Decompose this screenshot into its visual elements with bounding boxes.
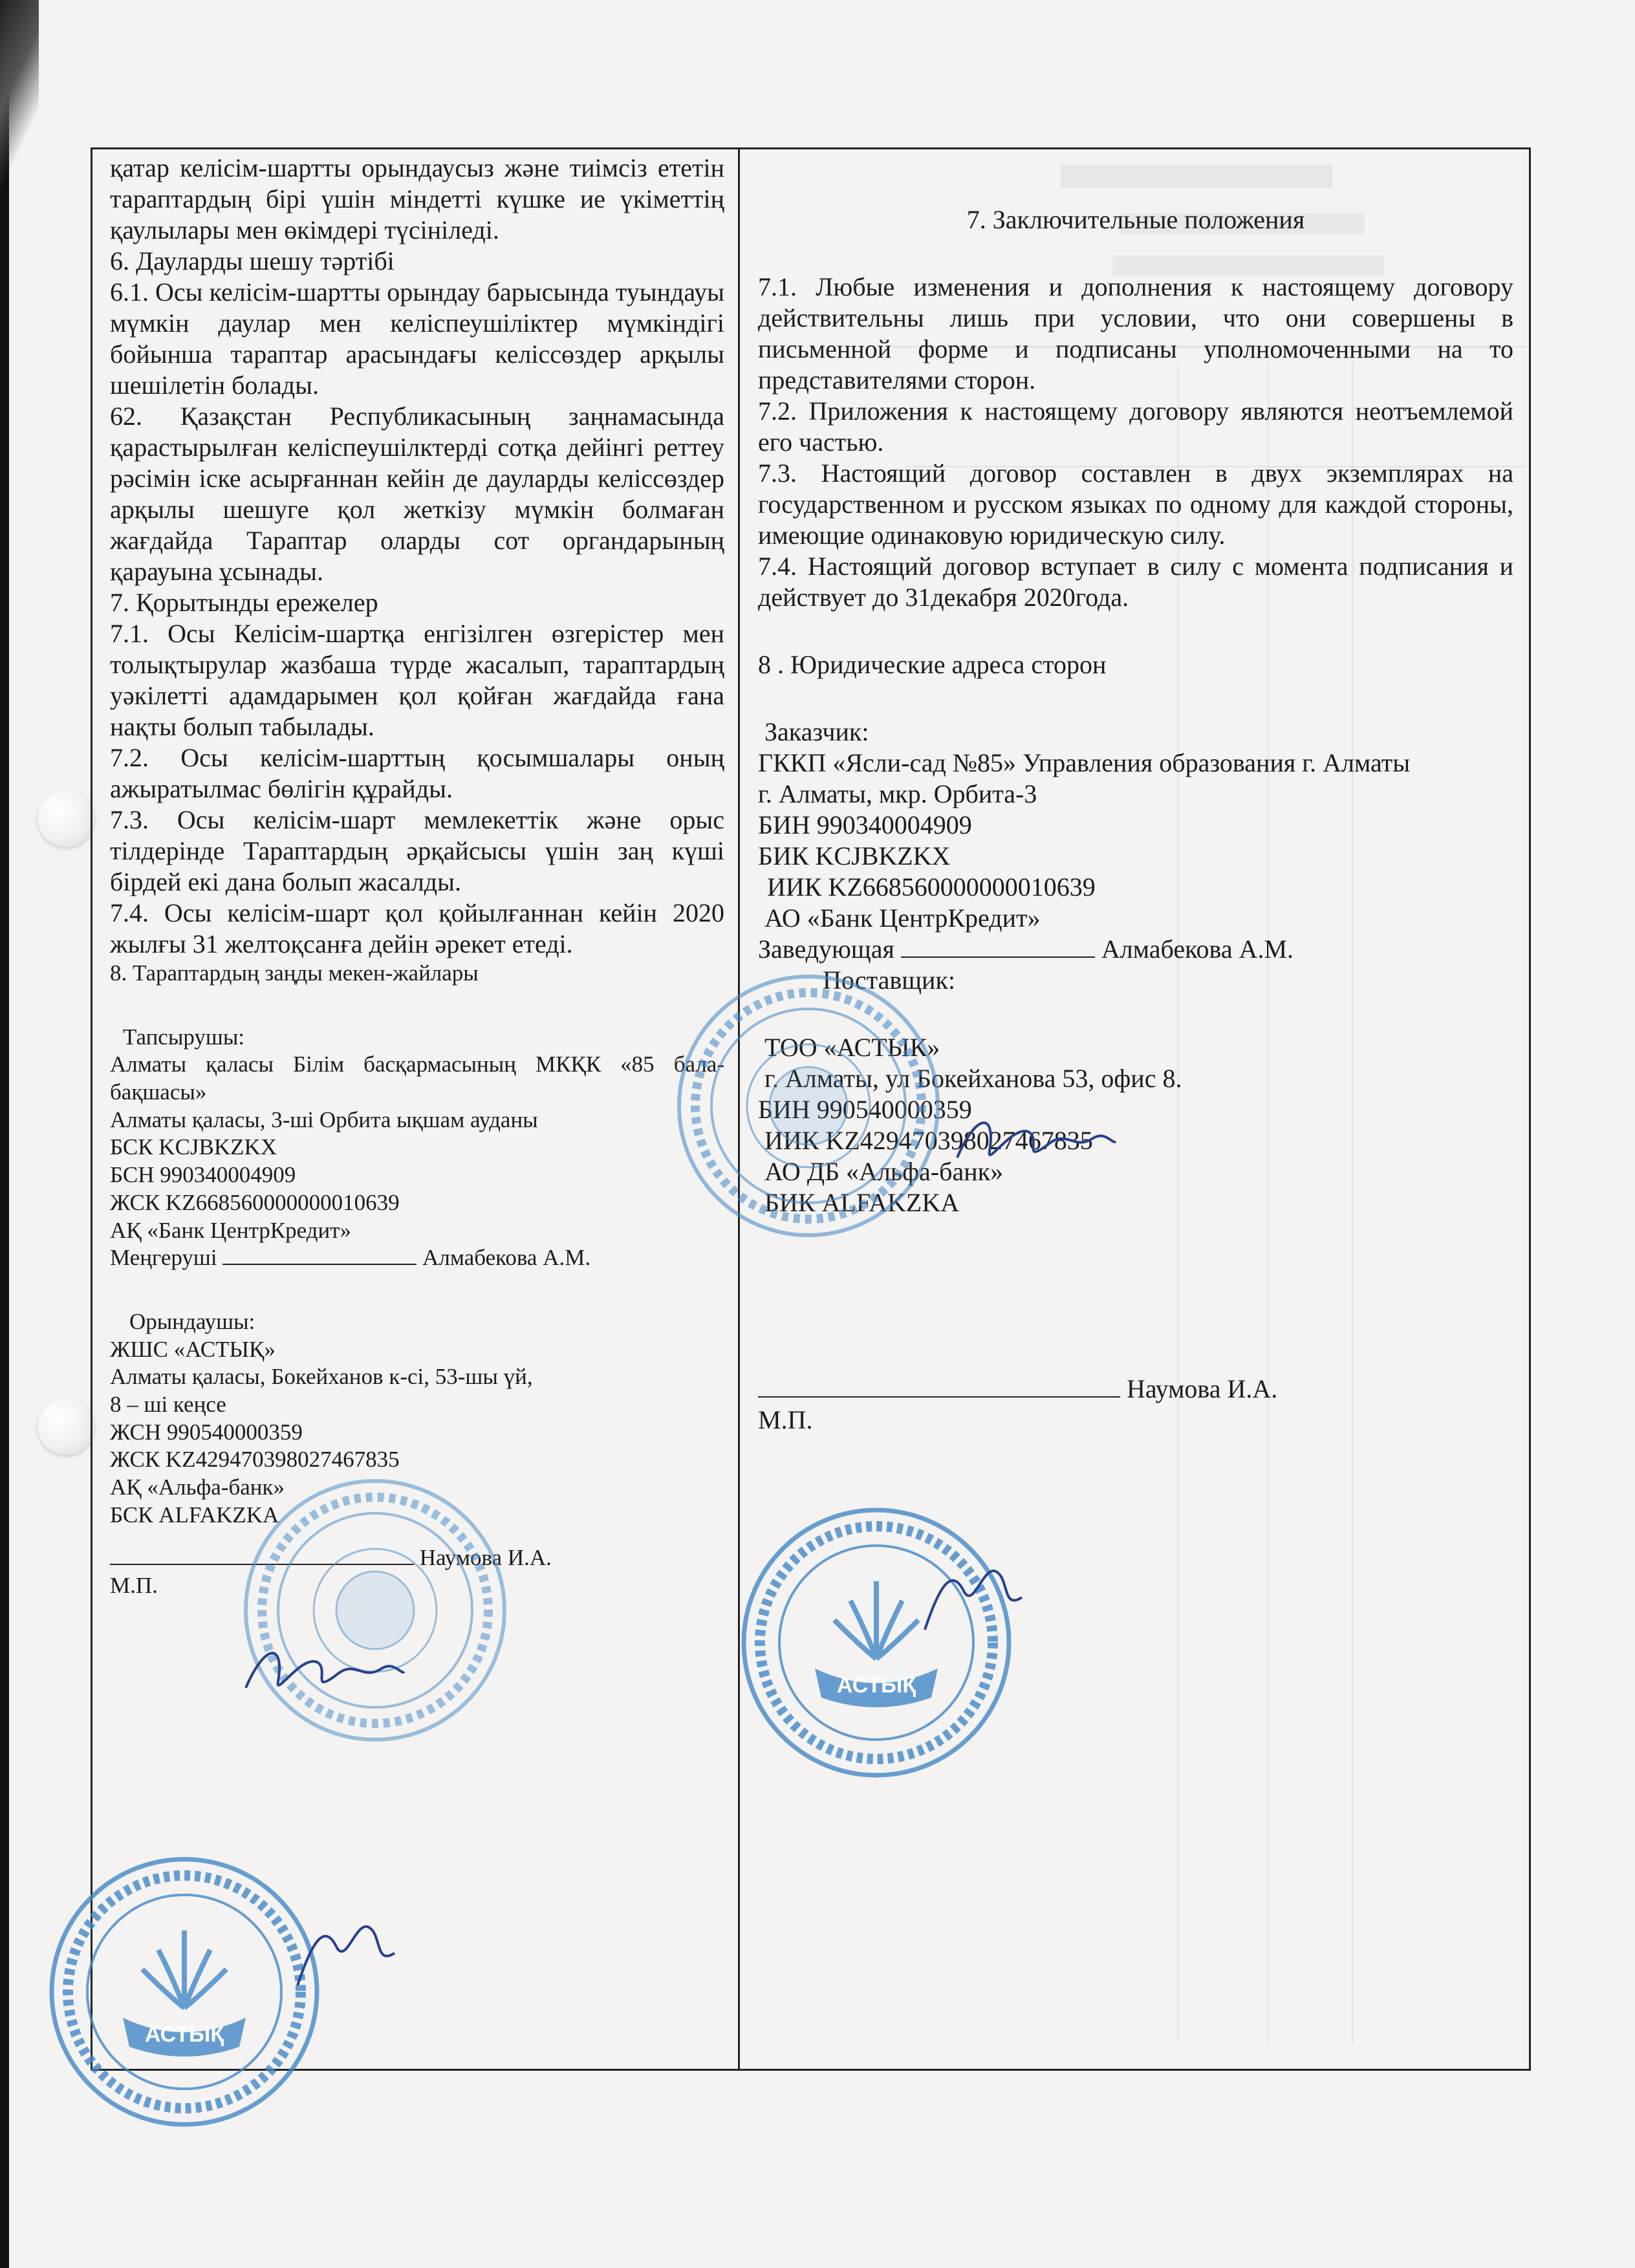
address-line: АО «Банк ЦентрКредит»: [764, 903, 1041, 933]
paragraph: қатар келісім-шартты орындаусыз және тиімсіз ететін тараптардың бірі үшін міндетті күшке ие үкіметтің қаулылары мен өкімдері түсініледі.: [110, 153, 724, 244]
address-line: АО ДБ «Альфа-банк»: [764, 1157, 1004, 1186]
address-line: Алматы қаласы Білім басқармасының МКҚК «85 бала-бақшасы»: [110, 1052, 724, 1105]
address-line: ИИК KZ668560000000010639: [767, 872, 1096, 902]
seal-mark: М.П.: [110, 1573, 158, 1599]
paragraph: 7.3. Настоящий договор составлен в двух экземплярах на государственном и русском языках по одному для каждой стороны, имеющие одинаковую юридическую силу.: [758, 459, 1513, 550]
address-line: БСН 990340004909: [110, 1162, 296, 1188]
signature-role: Заведующая: [758, 934, 894, 964]
section-heading: 7. Қорытынды ережелер: [110, 588, 378, 617]
address-line: ГККП «Ясли-сад №85» Управления образования г. Алматы: [758, 748, 1411, 777]
signature-name: Алмабекова А.М.: [422, 1245, 591, 1271]
supplier-label: Орындаушы:: [129, 1308, 255, 1334]
punch-hole-top: [38, 790, 94, 847]
signature-name: Наумова И.А.: [1127, 1374, 1278, 1403]
address-line: Алматы қаласы, 3-ші Орбита ықшам ауданы: [110, 1107, 538, 1132]
astyk-stamp-right: [737, 1504, 1015, 1782]
astyk-stamp-text: АСТЫҚ: [836, 1673, 916, 1698]
signature-line: [901, 956, 1095, 958]
addresses-heading: 8. Тараптардың заңды мекен-жайлары: [110, 960, 479, 986]
customer-block: [758, 717, 1513, 996]
signature-row: [110, 1244, 724, 1272]
section-heading: 6. Дауларды шешу тәртібі: [110, 246, 395, 275]
customer-label: Заказчик:: [764, 717, 869, 746]
address-line: АҚ «Альфа-банк»: [110, 1474, 285, 1500]
address-line: БИН 990340004909: [758, 810, 972, 839]
seal-mark: М.П.: [758, 1405, 813, 1434]
right-column-russian: [758, 153, 1513, 1436]
address-line: БИК ALFAKZKA: [764, 1188, 960, 1217]
address-line: БИН 990540000359: [758, 1095, 972, 1124]
section-heading: 7. Заключительные положения: [966, 205, 1305, 234]
addresses-heading: 8 . Юридические адреса сторон: [758, 650, 1107, 679]
left-column-kazakh: [110, 153, 724, 1600]
address-line: 8 – ші кеңсе: [110, 1391, 226, 1417]
signature-almabekova-left: [239, 1636, 407, 1707]
address-line: г. Алматы, ул Бокейханова 53, офис 8.: [764, 1064, 1182, 1093]
paragraph: 7.4. Настоящий договор вступает в силу с момента подписания и действует до 31декабря 2020года.: [758, 552, 1513, 612]
customer-label: Тапсырушы:: [123, 1024, 245, 1050]
address-line: г. Алматы, мкр. Орбита-3: [758, 779, 1037, 808]
paragraph: 7.3. Осы келісім-шарт мемлекеттік және орыс тілдерінде Тараптардың әрқайсысы үшін заң күші бірдей екі дана болып жасалды.: [110, 805, 724, 896]
supplier-label: Поставщик:: [823, 966, 955, 995]
scan-corner-shadow: [0, 0, 39, 194]
signature-line: [222, 1264, 417, 1265]
paragraph: 7.4. Осы келісім-шарт қол қойылғаннан кейін 2020 жылғы 31 желтоқсанға дейін әрекет етеді.: [110, 898, 724, 958]
scan-edge: [0, 0, 9, 2268]
address-line: АҚ «Банк ЦентрКредит»: [110, 1217, 352, 1243]
signature-name: Алмабекова А.М.: [1101, 934, 1294, 964]
address-line: ТОО «АСТЫК»: [764, 1033, 940, 1062]
address-line: ЖСН 990540000359: [110, 1419, 303, 1445]
address-line: ЖСК KZ429470398027467835: [110, 1447, 400, 1473]
address-line: ЖШС «АСТЫҚ»: [110, 1336, 276, 1362]
paragraph: 6.1. Осы келісім-шартты орындау барысында туындауы мүмкін даулар мен келіспеушіліктер мүмкіндігі бойынша тараптар арасындағы келіссөздер арқылы шешілетін болады.: [110, 277, 724, 400]
astyk-stamp-left: [45, 1853, 323, 2131]
paragraph: 7.2. Приложения к настоящему договору являются неотъемлемой его частью.: [758, 396, 1513, 457]
kindergarten-stamp-right: [673, 970, 944, 1242]
address-line: Алматы қаласы, Бокейханов к-сі, 53-шы үй,: [110, 1364, 533, 1390]
signature-naumova-left: [285, 1908, 401, 1998]
customer-block: [110, 1024, 724, 1272]
address-line: ИИК KZ429470398027467835: [764, 1126, 1093, 1155]
address-line: ЖСК KZ668560000000010639: [110, 1189, 400, 1215]
signature-name: Наумова И.А.: [419, 1545, 552, 1571]
paragraph: 7.1. Осы Келісім-шартқа енгізілген өзгерістер мен толықтырулар жазбаша түрде жасалып, тараптардың уәкілетті адамдарымен қол қойған жағдайда ғана нақты болып табылады.: [110, 619, 724, 741]
signature-row: [758, 1374, 1513, 1405]
address-line: БИК KCJBKZKX: [758, 841, 951, 870]
paragraph: 62. Қазақстан Республикасының заңнамасында қарастырылған келіспеушілктерді сотқа дейінгі реттеу рәсімін іске асырғаннан кейін де дауларды келіссөздер арқылы шешуге қол жеткізу мүмкін болмаған жағдайда Тараптар оларды сот органдарының қарауына ұсынады.: [110, 402, 724, 586]
signature-row: [758, 934, 1513, 965]
signature-naumova-right: [912, 1552, 1028, 1643]
paragraph: 7.2. Осы келісім-шарттың қосымшалары оның ажыратылмас бөлігін құрайды.: [110, 743, 724, 803]
paragraph: 7.1. Любые изменения и дополнения к настоящему договору действительны лишь при условии, что они совершены в письменной форме и подписаны уполномоченными на то представителями сторон.: [758, 272, 1513, 394]
astyk-stamp-text: АСТЫҚ: [144, 2022, 224, 2047]
signature-almabekova-right: [951, 1106, 1119, 1177]
address-line: БСК KCJBKZKX: [110, 1134, 277, 1160]
signature-role: Меңгеруші: [110, 1245, 217, 1271]
signature-line: [758, 1396, 1120, 1398]
punch-hole-bottom: [38, 1398, 94, 1455]
address-line: БСК ALFAKZKA: [110, 1502, 279, 1528]
